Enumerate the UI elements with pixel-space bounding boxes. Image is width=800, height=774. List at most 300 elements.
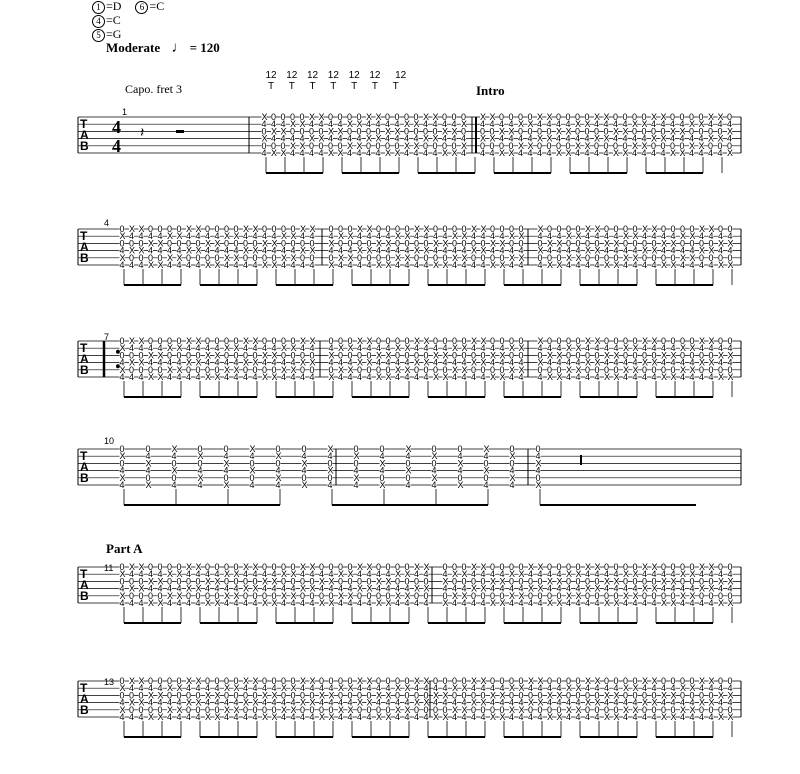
- tab-digit: 4: [205, 583, 211, 594]
- tab-digit: 0: [223, 472, 229, 483]
- tab-digit: 0: [508, 140, 514, 151]
- tab-digit: X: [301, 458, 308, 469]
- tab-digit: X: [262, 260, 269, 270]
- tab-digit: 0: [594, 590, 600, 601]
- tab-digit: X: [176, 252, 183, 263]
- tab-clef-letter: A: [80, 128, 89, 142]
- tuning-string-1: 1 =D: [92, 0, 121, 14]
- tab-digit: X: [613, 126, 620, 137]
- tab-digit: 4: [414, 598, 420, 608]
- tab-digit: 0: [603, 126, 609, 137]
- tab-digit: 4: [566, 245, 572, 256]
- tab-digit: X: [433, 372, 440, 382]
- tab-digit: X: [167, 590, 174, 601]
- tab-digit: 4: [233, 697, 239, 708]
- tab-digit: 4: [689, 260, 695, 270]
- tab-digit: 0: [651, 238, 657, 249]
- tab-digit: 4: [490, 697, 496, 708]
- tab-digit: 4: [167, 372, 173, 382]
- tab-digit: 4: [528, 598, 534, 608]
- tab-digit: X: [575, 364, 582, 375]
- tab-digit: 4: [414, 683, 420, 694]
- tab-digit: 0: [661, 336, 667, 346]
- tab-digit: 4: [205, 697, 211, 708]
- tab-digit: 4: [129, 598, 135, 608]
- tab-digit: 0: [376, 224, 382, 234]
- tab-digit: 0: [271, 364, 277, 375]
- tab-digit: 4: [632, 133, 638, 144]
- tab-digit: 4: [535, 465, 541, 476]
- tab-digit: X: [499, 576, 506, 587]
- tab-digit: 0: [718, 252, 724, 263]
- tab-digit: X: [708, 697, 715, 708]
- tab-digit: 4: [366, 372, 372, 382]
- tab-digit: 0: [414, 704, 420, 715]
- tab-digit: 4: [670, 343, 676, 354]
- tab-digit: 0: [490, 336, 496, 346]
- tab-digit: 0: [233, 562, 239, 572]
- tab-digit: X: [395, 252, 402, 263]
- tab-digit: 4: [575, 697, 581, 708]
- tab-digit: 4: [699, 343, 705, 354]
- tab-digit: 4: [518, 148, 524, 158]
- tab-digit: 4: [509, 260, 515, 270]
- tap-marker: 12 T: [265, 70, 277, 92]
- tab-digit: 0: [186, 576, 192, 587]
- tempo-label: Moderate: [106, 40, 161, 55]
- tab-digit: 0: [423, 252, 429, 263]
- tab-digit: 0: [328, 252, 334, 263]
- tab-digit: 0: [309, 140, 315, 151]
- tab-digit: X: [214, 712, 221, 722]
- tab-digit: 4: [575, 372, 581, 382]
- tab-digit: 0: [214, 704, 220, 715]
- tab-digit: X: [537, 245, 544, 256]
- tab-digit: X: [509, 451, 516, 462]
- tab-digit: X: [281, 590, 288, 601]
- tab-digit: 4: [119, 712, 125, 722]
- tab-digit: X: [395, 569, 402, 580]
- tab-digit: X: [119, 252, 126, 263]
- tab-digit: 4: [699, 372, 705, 382]
- tab-digit: 4: [461, 133, 467, 144]
- tab-digit: X: [281, 252, 288, 263]
- tab-digit: 4: [275, 480, 281, 490]
- tab-digit: 0: [537, 140, 543, 151]
- tab-digit: X: [214, 260, 221, 270]
- tab-digit: 0: [290, 336, 296, 346]
- tab-digit: X: [584, 119, 591, 130]
- tab-digit: 0: [138, 238, 144, 249]
- tab-digit: 0: [309, 252, 315, 263]
- tab-digit: 0: [632, 224, 638, 234]
- tab-digit: X: [249, 465, 256, 476]
- tab-digit: 4: [376, 357, 382, 368]
- tab-digit: X: [490, 598, 497, 608]
- tab-digit: 0: [224, 224, 230, 234]
- tab-digit: X: [585, 676, 592, 686]
- tab-digit: 4: [432, 119, 438, 130]
- tab-digit: X: [651, 357, 658, 368]
- tab-digit: 0: [575, 676, 581, 686]
- tab-digit: X: [404, 364, 411, 375]
- tab-digit: 4: [262, 583, 268, 594]
- tab-digit: 4: [243, 260, 249, 270]
- tab-digit: 4: [280, 133, 286, 144]
- tab-digit: 4: [214, 343, 220, 354]
- tab-digit: X: [509, 364, 516, 375]
- tab-digit: 0: [233, 224, 239, 234]
- tab-digit: 0: [129, 576, 135, 587]
- tab-digit: 4: [148, 569, 154, 580]
- tab-digit: X: [186, 676, 193, 686]
- tab-digit: 0: [309, 238, 315, 249]
- tab-digit: X: [205, 598, 212, 608]
- tab-digit: 0: [632, 690, 638, 701]
- tab-digit: 0: [509, 238, 515, 249]
- tab-digit: 4: [642, 372, 648, 382]
- tab-digit: 4: [301, 451, 307, 462]
- tab-digit: 4: [566, 697, 572, 708]
- tab-digit: 0: [186, 238, 192, 249]
- tab-digit: 4: [518, 133, 524, 144]
- tab-digit: X: [651, 697, 658, 708]
- tab-digit: 0: [584, 126, 590, 137]
- tab-digit: X: [708, 112, 715, 122]
- tab-digit: X: [699, 245, 706, 256]
- tab-digit: 0: [518, 224, 524, 234]
- tab-digit: X: [271, 260, 278, 270]
- tab-digit: 4: [319, 697, 325, 708]
- tab-digit: 0: [357, 590, 363, 601]
- tab-digit: 0: [471, 704, 477, 715]
- tab-digit: 0: [717, 126, 723, 137]
- tab-digit: 4: [556, 569, 562, 580]
- tab-digit: 0: [442, 704, 448, 715]
- tab-digit: 4: [423, 119, 429, 130]
- tab-digit: X: [623, 252, 630, 263]
- tab-digit: 0: [195, 238, 201, 249]
- tab-digit: 0: [375, 140, 381, 151]
- tab-digit: 0: [271, 224, 277, 234]
- tab-digit: 0: [385, 140, 391, 151]
- tab-digit: 4: [604, 697, 610, 708]
- tab-digit: X: [176, 569, 183, 580]
- tab-digit: 4: [727, 245, 733, 256]
- tab-digit: 4: [148, 357, 154, 368]
- tab-digit: X: [290, 140, 297, 151]
- tab-digit: 4: [376, 683, 382, 694]
- tab-digit: 4: [471, 343, 477, 354]
- tab-digit: X: [642, 245, 649, 256]
- tab-digit: 4: [328, 231, 334, 242]
- tab-digit: X: [451, 148, 458, 158]
- tab-digit: X: [233, 364, 240, 375]
- tab-digit: 4: [584, 148, 590, 158]
- tab-digit: X: [537, 112, 544, 122]
- tab-digit: X: [366, 133, 373, 144]
- tab-digit: X: [233, 343, 240, 354]
- tab-digit: X: [347, 569, 354, 580]
- tab-digit: 4: [613, 133, 619, 144]
- tab-digit: 0: [585, 576, 591, 587]
- tab-digit: 0: [347, 676, 353, 686]
- tab-digit: 4: [680, 357, 686, 368]
- tab-digit: X: [423, 357, 430, 368]
- tab-digit: 0: [509, 576, 515, 587]
- tab-digit: 4: [148, 697, 154, 708]
- tab-digit: 0: [632, 562, 638, 572]
- tab-digit: 0: [356, 112, 362, 122]
- tab-digit: X: [642, 562, 649, 572]
- tab-digit: X: [575, 569, 582, 580]
- measure-number: 1: [122, 107, 128, 117]
- tab-digit: X: [499, 372, 506, 382]
- tab-digit: 0: [290, 224, 296, 234]
- tab-digit: 4: [566, 583, 572, 594]
- tab-digit: 0: [376, 252, 382, 263]
- tab-digit: 4: [641, 148, 647, 158]
- tab-digit: X: [661, 690, 668, 701]
- tab-digit: 0: [138, 252, 144, 263]
- tab-digit: 4: [661, 683, 667, 694]
- tab-digit: X: [214, 690, 221, 701]
- tab-digit: X: [509, 472, 516, 483]
- tab-digit: 4: [281, 357, 287, 368]
- tab-digit: 0: [537, 252, 543, 263]
- tab-digit: X: [423, 562, 430, 572]
- tab-digit: 4: [271, 119, 277, 130]
- tab-digit: 0: [176, 562, 182, 572]
- tab-digit: 0: [518, 576, 524, 587]
- tab-digit: 4: [499, 697, 505, 708]
- tab-digit: 4: [575, 260, 581, 270]
- tab-digit: X: [300, 697, 307, 708]
- tab-digit: 4: [319, 569, 325, 580]
- tap-marker: 12 T: [369, 70, 381, 92]
- tab-digit: 4: [195, 260, 201, 270]
- tab-clef-letter: B: [80, 703, 89, 717]
- tab-digit: 0: [575, 690, 581, 701]
- tab-digit: 4: [727, 569, 733, 580]
- tab-digit: 0: [499, 336, 505, 346]
- tab-digit: 0: [205, 704, 211, 715]
- tab-digit: X: [414, 583, 421, 594]
- tab-digit: X: [262, 576, 269, 587]
- tab-digit: X: [224, 343, 231, 354]
- tab-digit: 0: [432, 140, 438, 151]
- tab-digit: 0: [556, 364, 562, 375]
- tab-digit: 4: [518, 598, 524, 608]
- tab-digit: X: [699, 676, 706, 686]
- tab-digit: 4: [357, 231, 363, 242]
- tab-digit: 4: [233, 712, 239, 722]
- tab-digit: X: [461, 231, 468, 242]
- tab-digit: X: [604, 372, 611, 382]
- tab-digit: 4: [499, 245, 505, 256]
- tab-digit: 4: [490, 569, 496, 580]
- tab-digit: X: [394, 148, 401, 158]
- tab-digit: 4: [499, 357, 505, 368]
- tab-digit: 4: [299, 148, 305, 158]
- tab-digit: X: [271, 350, 278, 361]
- tab-digit: 4: [171, 451, 177, 462]
- tab-digit: 4: [442, 245, 448, 256]
- tab-digit: 0: [205, 224, 211, 234]
- tab-digit: 4: [594, 372, 600, 382]
- tab-digit: 4: [585, 231, 591, 242]
- tab-digit: X: [556, 576, 563, 587]
- tab-digit: 4: [376, 245, 382, 256]
- tab-digit: 0: [337, 112, 343, 122]
- tab-digit: 4: [442, 357, 448, 368]
- tab-digit: 4: [167, 697, 173, 708]
- tab-digit: 4: [632, 712, 638, 722]
- tab-digit: X: [129, 676, 136, 686]
- tab-digit: X: [271, 238, 278, 249]
- tab-digit: X: [262, 350, 269, 361]
- tab-digit: 0: [148, 590, 154, 601]
- tab-digit: 0: [281, 562, 287, 572]
- tab-digit: X: [197, 472, 204, 483]
- tab-digit: X: [148, 690, 155, 701]
- tab-digit: 4: [623, 372, 629, 382]
- tab-digit: X: [433, 712, 440, 722]
- tab-digit: 0: [613, 676, 619, 686]
- tab-digit: 4: [661, 583, 667, 594]
- tab-digit: 4: [423, 598, 429, 608]
- tab-digit: 4: [547, 569, 553, 580]
- tab-digit: 4: [518, 260, 524, 270]
- tab-digit: 0: [167, 224, 173, 234]
- tab-digit: 0: [556, 140, 562, 151]
- tab-digit: 4: [157, 683, 163, 694]
- tab-digit: X: [528, 697, 535, 708]
- tab-digit: X: [353, 472, 360, 483]
- tab-digit: 4: [432, 148, 438, 158]
- tab-digit: 0: [299, 112, 305, 122]
- tab-digit: 0: [547, 252, 553, 263]
- tab-digit: X: [431, 472, 438, 483]
- tab-digit: X: [338, 343, 345, 354]
- tab-digit: 0: [347, 576, 353, 587]
- tab-digit: 4: [347, 148, 353, 158]
- tab-digit: 0: [689, 224, 695, 234]
- tab-digit: 0: [613, 364, 619, 375]
- tab-digit: X: [119, 472, 126, 483]
- tab-digit: X: [167, 704, 174, 715]
- tab-digit: X: [622, 126, 629, 137]
- tab-digit: 4: [442, 583, 448, 594]
- tab-digit: 4: [214, 683, 220, 694]
- tab-digit: 0: [661, 252, 667, 263]
- tab-digit: 0: [480, 126, 486, 137]
- tab-digit: 4: [404, 148, 410, 158]
- tab-digit: X: [452, 343, 459, 354]
- tab-digit: X: [138, 357, 145, 368]
- tab-digit: 4: [442, 133, 448, 144]
- tab-digit: 4: [727, 119, 733, 130]
- tab-digit: X: [195, 583, 202, 594]
- tab-clef-letter: B: [80, 589, 89, 603]
- tab-digit: 0: [452, 224, 458, 234]
- tab-digit: X: [423, 245, 430, 256]
- tab-digit: 0: [394, 112, 400, 122]
- tab-digit: 4: [414, 712, 420, 722]
- tab-digit: 4: [157, 231, 163, 242]
- tab-digit: 0: [585, 364, 591, 375]
- tab-digit: 0: [309, 590, 315, 601]
- tab-digit: 0: [138, 690, 144, 701]
- tab-digit: 0: [262, 364, 268, 375]
- tab-digit: 0: [328, 112, 334, 122]
- tab-digit: X: [366, 112, 373, 122]
- tab-digit: 4: [404, 133, 410, 144]
- tab-digit: 0: [347, 238, 353, 249]
- tab-digit: 0: [699, 690, 705, 701]
- tab-digit: 4: [680, 372, 686, 382]
- tab-digit: X: [717, 112, 724, 122]
- tab-digit: X: [338, 252, 345, 263]
- tab-digit: X: [338, 704, 345, 715]
- tab-digit: 4: [632, 598, 638, 608]
- tab-digit: 0: [414, 364, 420, 375]
- tab-digit: X: [632, 343, 639, 354]
- tab-digit: X: [385, 712, 392, 722]
- tab-clef-letter: A: [80, 460, 89, 474]
- tab-digit: X: [718, 260, 725, 270]
- tab-digit: 4: [167, 712, 173, 722]
- tab-digit: 4: [167, 260, 173, 270]
- tab-digit: 4: [379, 465, 385, 476]
- tab-digit: 4: [379, 451, 385, 462]
- tab-digit: X: [119, 590, 126, 601]
- tab-digit: X: [195, 224, 202, 234]
- tab-digit: X: [309, 697, 316, 708]
- tab-digit: 0: [452, 336, 458, 346]
- tab-digit: X: [670, 126, 677, 137]
- tab-digit: 4: [347, 245, 353, 256]
- tab-digit: X: [632, 569, 639, 580]
- tab-digit: X: [431, 451, 438, 462]
- tab-digit: X: [651, 583, 658, 594]
- tab-digit: 4: [186, 260, 192, 270]
- measure-number: 13: [104, 677, 115, 687]
- tab-digit: 0: [718, 224, 724, 234]
- tab-digit: 0: [556, 676, 562, 686]
- tab-digit: 0: [556, 224, 562, 234]
- tab-digit: 4: [537, 148, 543, 158]
- tab-digit: X: [328, 598, 335, 608]
- tab-digit: X: [157, 260, 164, 270]
- tab-digit: 0: [214, 562, 220, 572]
- tab-digit: 4: [622, 133, 628, 144]
- tab-digit: X: [708, 133, 715, 144]
- tab-digit: 4: [575, 583, 581, 594]
- tab-digit: X: [490, 690, 497, 701]
- tab-digit: X: [480, 336, 487, 346]
- tab-digit: 0: [451, 112, 457, 122]
- tab-digit: 4: [632, 372, 638, 382]
- tab-digit: X: [565, 148, 572, 158]
- tab-digit: 0: [300, 364, 306, 375]
- tab-digit: X: [632, 364, 639, 375]
- tab-digit: X: [395, 364, 402, 375]
- tab-digit: 4: [452, 583, 458, 594]
- tab-digit: X: [651, 112, 658, 122]
- tab-digit: 4: [528, 712, 534, 722]
- tab-digit: 4: [290, 598, 296, 608]
